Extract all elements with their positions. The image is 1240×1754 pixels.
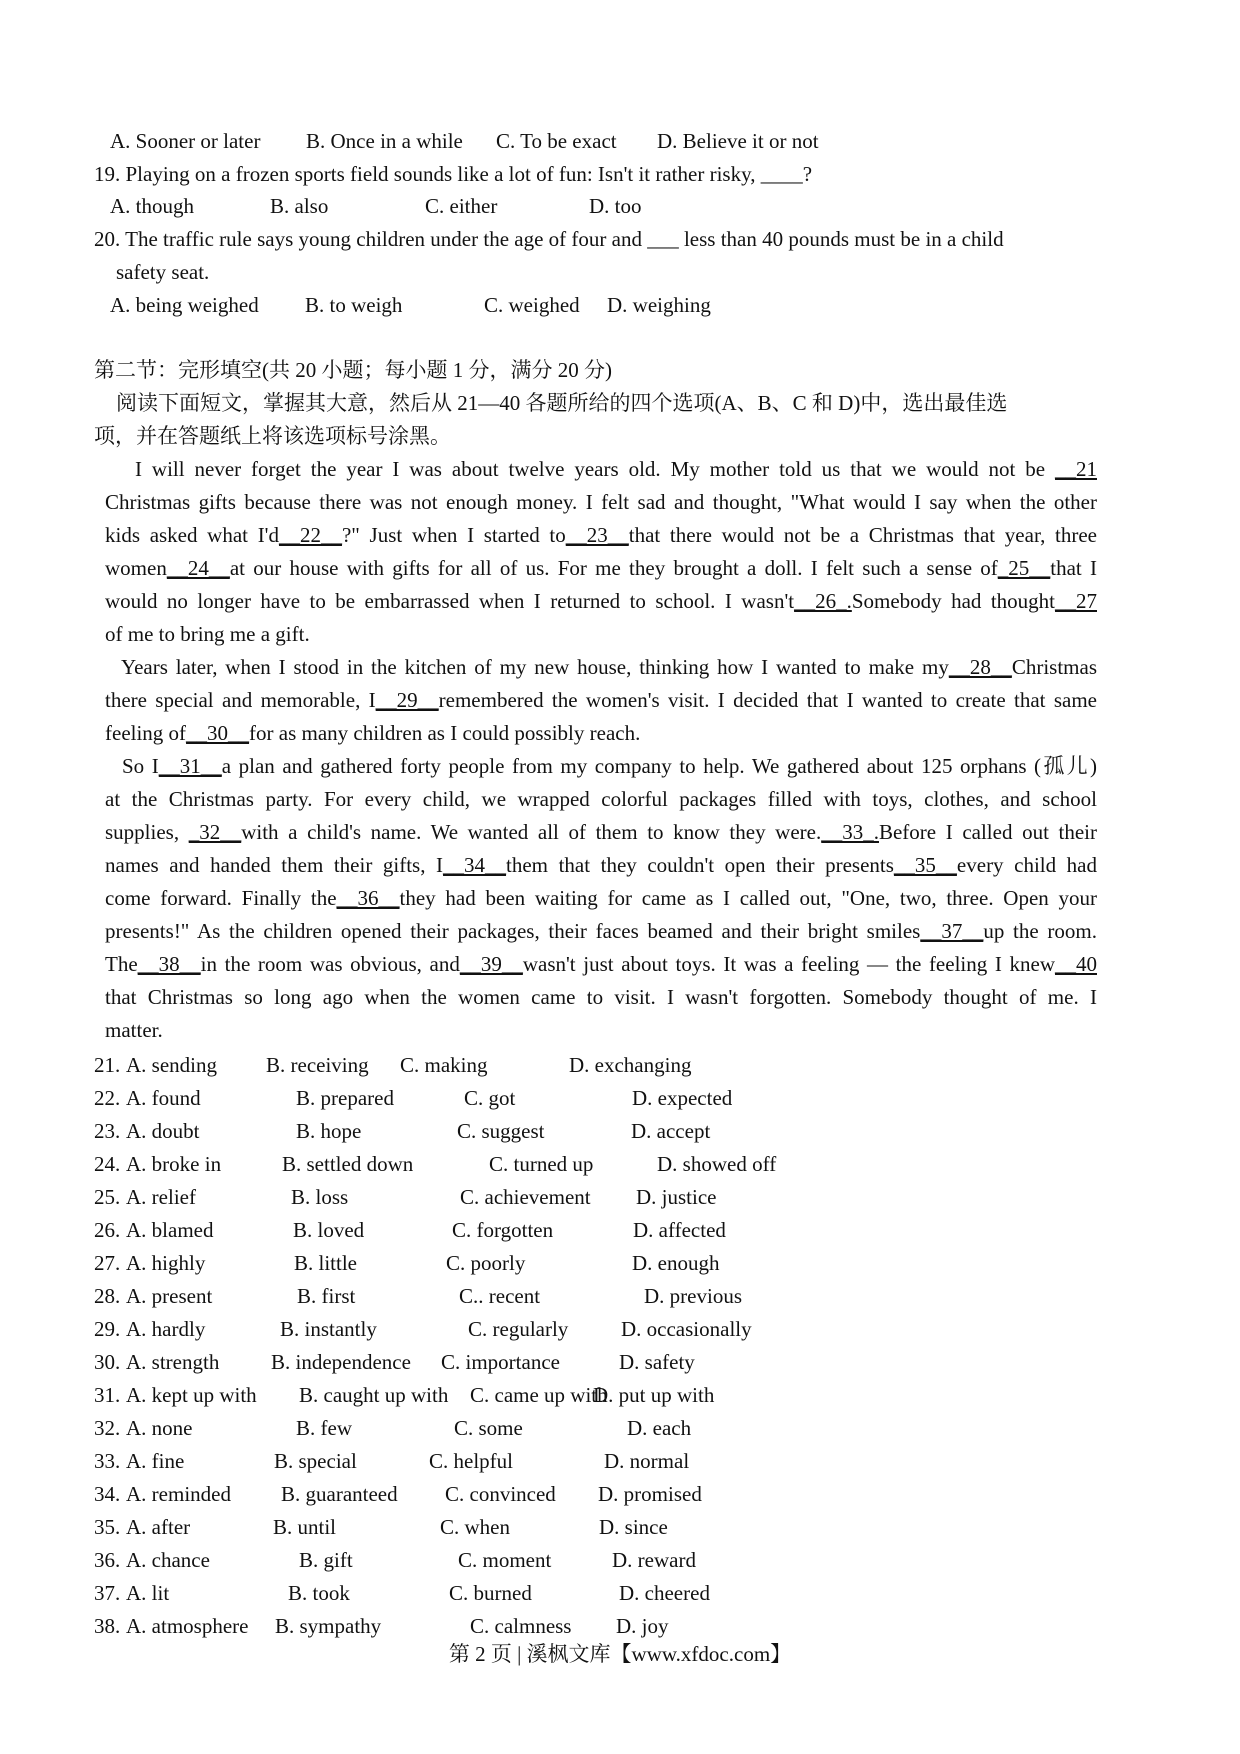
option-b: B. few: [296, 1416, 352, 1440]
blank-23: __23__: [565, 523, 629, 547]
q18-option-a: A. Sooner or later: [110, 129, 261, 153]
option-c: C. poorly: [446, 1251, 526, 1275]
section-instruction: 阅读下面短文，掌握其大意，然后从 21—40 各题所给的四个选项(A、B、C 和 D)中，选出最佳选: [116, 391, 1008, 415]
question-number: 38.: [94, 1614, 121, 1638]
option-d: D. occasionally: [621, 1317, 752, 1341]
blank-24: __24__: [166, 556, 230, 580]
passage-line: Years later, when I stood in the kitchen of my new house, thinking how I wanted to make my__28__Christmas: [105, 651, 1097, 684]
option-d: D. normal: [604, 1449, 690, 1473]
passage-line: come forward. Finally the__36__they had been waiting for came as I called out, "One, two, three. Open your: [105, 882, 1097, 915]
option-b: B. guaranteed: [281, 1482, 398, 1506]
option-b: B. settled down: [282, 1152, 414, 1176]
q19-option-b: B. also: [270, 194, 329, 218]
passage-line: of me to bring me a gift.: [105, 622, 310, 646]
question-number: 26.: [94, 1218, 121, 1242]
option-a: A. fine: [126, 1449, 185, 1473]
q19-option-a: A. though: [110, 194, 194, 218]
question-number: 27.: [94, 1251, 121, 1275]
option-d: D. safety: [619, 1350, 695, 1374]
option-b: B. sympathy: [275, 1614, 382, 1638]
passage-line: names and handed them their gifts, I__34__them that they couldn't open their presents__35__every child had: [105, 849, 1097, 882]
question-number: 28.: [94, 1284, 121, 1308]
question-number: 22.: [94, 1086, 121, 1110]
option-c: C. achievement: [460, 1185, 591, 1209]
passage-line: women__24__at our house with gifts for all of us. For me they brought a doll. I felt such a sense of_25__that I: [105, 552, 1097, 585]
q19-option-c: C. either: [425, 194, 498, 218]
option-d: D. exchanging: [569, 1053, 692, 1077]
option-b: B. first: [297, 1284, 356, 1308]
question-number: 34.: [94, 1482, 121, 1506]
passage-line: that Christmas so long ago when the women came to visit. I wasn't forgotten. Somebody thought of me. I: [105, 985, 1097, 1009]
option-d: D. expected: [632, 1086, 733, 1110]
option-b: B. gift: [299, 1548, 353, 1572]
question-number: 36.: [94, 1548, 121, 1572]
option-d: D. promised: [598, 1482, 702, 1506]
passage-paragraph-2: [105, 651, 1097, 750]
option-d: D. affected: [633, 1218, 726, 1242]
option-a: A. lit: [126, 1581, 170, 1605]
q20-option-b: B. to weigh: [305, 293, 403, 317]
blank-26: __26_.: [794, 589, 852, 613]
passage-line: presents!" As the children opened their packages, their faces beamed and their bright smiles__37__up the room.: [105, 915, 1097, 948]
question-number: 37.: [94, 1581, 121, 1605]
option-a: A. present: [126, 1284, 213, 1308]
option-a: A. found: [126, 1086, 201, 1110]
blank-37: __37__: [920, 919, 984, 943]
question-number: 29.: [94, 1317, 121, 1341]
q19-stem: 19. Playing on a frozen sports field sounds like a lot of fun: Isn't it rather risky, ____?: [94, 162, 813, 186]
option-b: B. independence: [271, 1350, 411, 1374]
option-a: A. sending: [126, 1053, 217, 1077]
q18-option-c: C. To be exact: [496, 129, 617, 153]
option-b: B. receiving: [266, 1053, 369, 1077]
option-b: B. hope: [296, 1119, 362, 1143]
option-c: C. got: [464, 1086, 516, 1110]
question-number: 24.: [94, 1152, 121, 1176]
blank-38: __38__: [137, 952, 201, 976]
question-number: 35.: [94, 1515, 121, 1539]
passage-line: there special and memorable, I__29__remembered the women's visit. I decided that I wanted to create that same: [105, 684, 1097, 717]
question-number: 23.: [94, 1119, 121, 1143]
option-c: C. helpful: [429, 1449, 513, 1473]
question-number: 31.: [94, 1383, 121, 1407]
section-title: 第二节：完形填空(共 20 小题；每小题 1 分，满分 20 分): [94, 358, 612, 382]
blank-33: __33_.: [821, 820, 879, 844]
option-c: C. burned: [449, 1581, 532, 1605]
option-a: A. chance: [126, 1548, 210, 1572]
passage-line: at the Christmas party. For every child, we wrapped colorful packages filled with toys, clothes, and school: [105, 787, 1097, 811]
option-c: C. moment: [458, 1548, 552, 1572]
blank-31: __31__: [158, 754, 222, 778]
option-d: D. cheered: [619, 1581, 710, 1605]
blank-27: __27: [1055, 589, 1097, 613]
option-c: C. convinced: [445, 1482, 556, 1506]
passage-line: supplies, _32__with a child's name. We wanted all of them to know they were.__33_.Before I called out their: [105, 816, 1097, 849]
option-d: D. reward: [612, 1548, 696, 1572]
passage-line: would no longer have to be embarrassed when I returned to school. I wasn't__26_.Somebody had thought__27: [105, 585, 1097, 618]
option-a: A. relief: [126, 1185, 196, 1209]
q18-option-d: D. Believe it or not: [657, 129, 819, 153]
option-d: D. each: [627, 1416, 692, 1440]
option-b: B. loved: [293, 1218, 365, 1242]
option-a: A. reminded: [126, 1482, 231, 1506]
blank-32: _32__: [188, 820, 242, 844]
q18-option-b: B. Once in a while: [306, 129, 463, 153]
option-d: D. previous: [644, 1284, 742, 1308]
blank-29: __29__: [375, 688, 439, 712]
blank-34: __34__: [443, 853, 507, 877]
question-number: 33.: [94, 1449, 121, 1473]
option-c: C.. recent: [459, 1284, 541, 1308]
option-c: C. making: [400, 1053, 488, 1077]
option-a: A. broke in: [126, 1152, 222, 1176]
blank-30: __30__: [186, 721, 250, 745]
option-b: B. caught up with: [299, 1383, 449, 1407]
option-b: B. prepared: [296, 1086, 394, 1110]
passage-line: The__38__in the room was obvious, and__39__wasn't just about toys. It was a feeling — the feeling I knew__40: [105, 948, 1097, 981]
option-c: C. importance: [441, 1350, 560, 1374]
q20-stem: 20. The traffic rule says young children under the age of four and ___ less than 40 pounds must be in a child: [94, 227, 1004, 251]
option-b: B. instantly: [280, 1317, 377, 1341]
option-a: A. after: [126, 1515, 191, 1539]
option-d: D. showed off: [657, 1152, 777, 1176]
passage-line: I will never forget the year I was about twelve years old. My mother told us that we would not be __21: [105, 453, 1097, 486]
option-a: A. hardly: [126, 1317, 206, 1341]
blank-28: __28__: [948, 655, 1012, 679]
q20-option-d: D. weighing: [607, 293, 711, 317]
option-b: B. little: [294, 1251, 357, 1275]
option-c: C. regularly: [468, 1317, 569, 1341]
q19-option-d: D. too: [589, 194, 642, 218]
blank-39: __39__: [459, 952, 523, 976]
page-footer: 第 2 页 | 溪枫文库【www.xfdoc.com】: [448, 1642, 792, 1666]
option-b: B. loss: [291, 1185, 349, 1209]
option-c: C. calmness: [470, 1614, 572, 1638]
option-d: D. put up with: [593, 1383, 715, 1407]
option-d: D. since: [599, 1515, 668, 1539]
option-a: A. highly: [126, 1251, 206, 1275]
passage-paragraph-3: [105, 750, 1097, 1047]
option-c: C. turned up: [489, 1152, 594, 1176]
option-b: B. took: [288, 1581, 350, 1605]
passage-paragraph-1: [105, 453, 1097, 651]
blank-36: __36__: [336, 886, 400, 910]
option-c: C. some: [454, 1416, 523, 1440]
option-d: D. justice: [636, 1185, 717, 1209]
q20-option-a: A. being weighed: [110, 293, 259, 317]
option-c: C. when: [440, 1515, 510, 1539]
option-a: A. blamed: [126, 1218, 214, 1242]
option-c: C. came up with: [470, 1383, 608, 1407]
passage-line: kids asked what I'd__22__?" Just when I started to__23__that there would not be a Christmas that year, three: [105, 519, 1097, 552]
option-a: A. doubt: [126, 1119, 200, 1143]
section-instruction-continued: 项，并在答题纸上将该选项标号涂黑。: [94, 424, 451, 448]
question-number: 30.: [94, 1350, 121, 1374]
option-d: D. joy: [616, 1614, 669, 1638]
q20-stem-continued: safety seat.: [116, 260, 210, 284]
passage-line: feeling of__30__for as many children as I could possibly reach.: [105, 717, 1097, 750]
question-number: 25.: [94, 1185, 121, 1209]
q20-option-c: C. weighed: [484, 293, 580, 317]
option-d: D. accept: [631, 1119, 711, 1143]
option-a: A. none: [126, 1416, 193, 1440]
option-b: B. special: [274, 1449, 357, 1473]
option-c: C. suggest: [457, 1119, 545, 1143]
option-a: A. atmosphere: [126, 1614, 249, 1638]
option-d: D. enough: [632, 1251, 720, 1275]
option-a: A. kept up with: [126, 1383, 257, 1407]
option-a: A. strength: [126, 1350, 220, 1374]
passage-line: So I__31__a plan and gathered forty people from my company to help. We gathered about 125 orphans (孤儿): [105, 750, 1097, 783]
blank-21: __21: [1055, 457, 1097, 481]
blank-40: __40: [1054, 952, 1097, 976]
option-c: C. forgotten: [452, 1218, 554, 1242]
question-number: 32.: [94, 1416, 121, 1440]
blank-25: _25__: [997, 556, 1051, 580]
blank-35: __35__: [893, 853, 957, 877]
option-b: B. until: [273, 1515, 337, 1539]
blank-22: __22__: [278, 523, 342, 547]
passage-line: matter.: [105, 1018, 163, 1042]
passage-line: Christmas gifts because there was not enough money. I felt sad and thought, "What would I say when the other: [105, 490, 1097, 514]
question-number: 21.: [94, 1053, 121, 1077]
